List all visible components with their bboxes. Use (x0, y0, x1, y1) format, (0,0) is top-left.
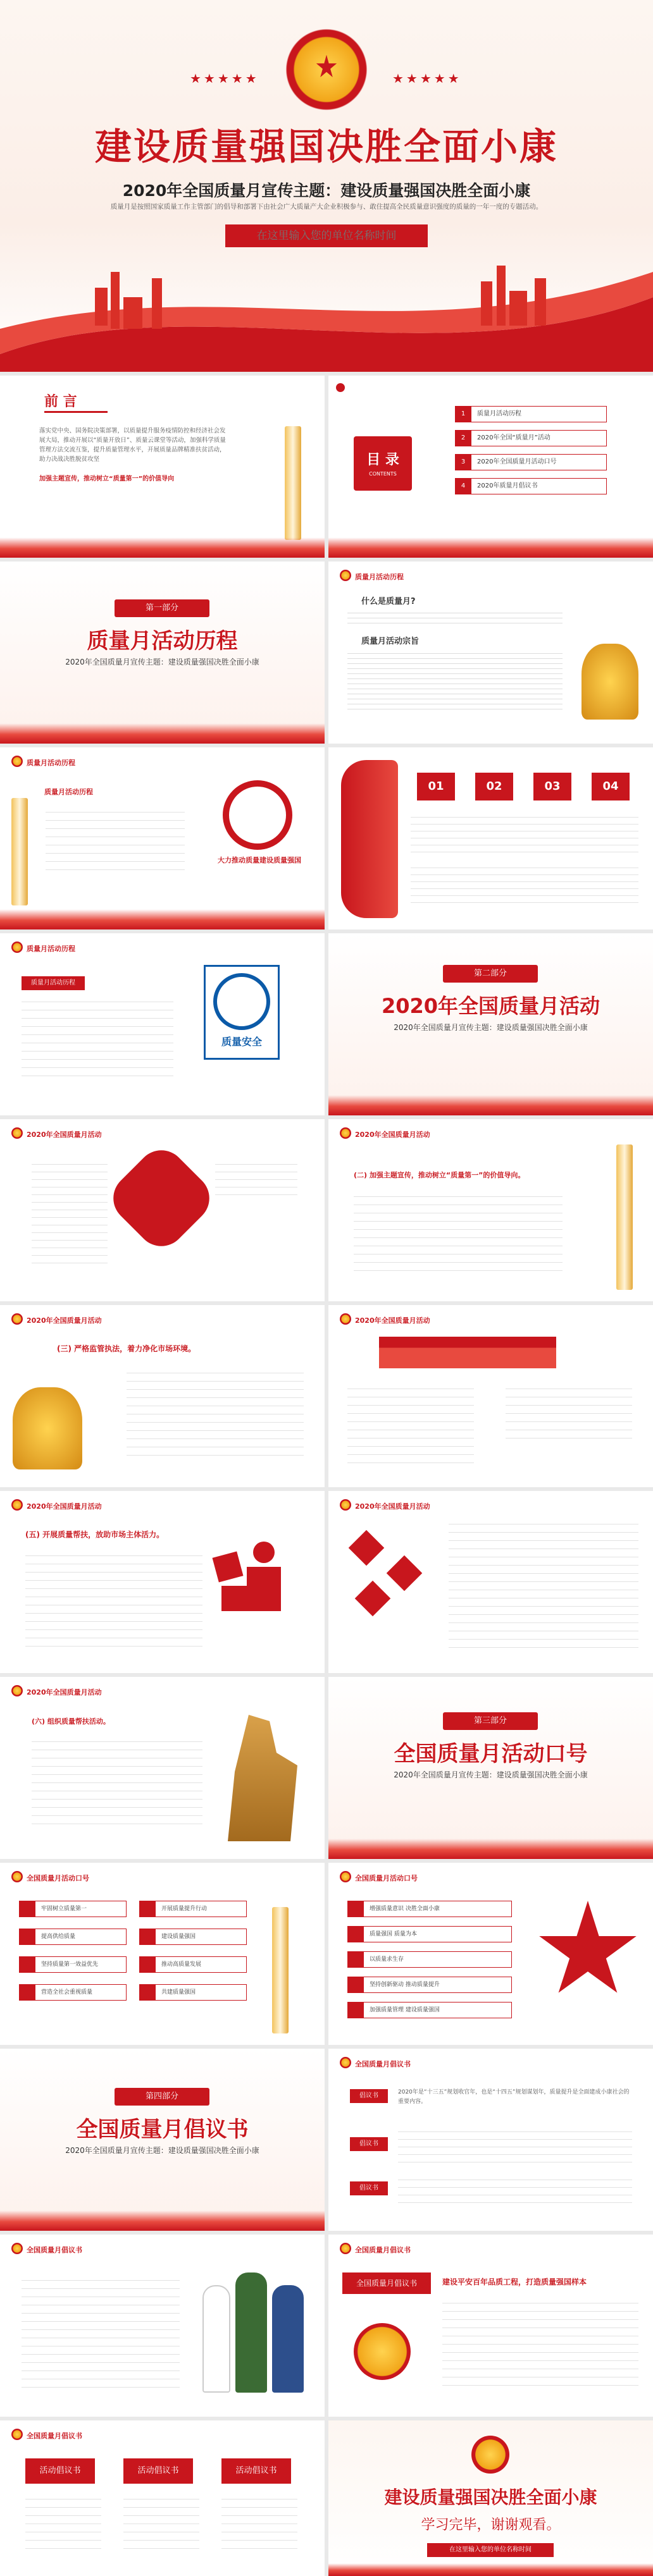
slogan-text: 开展质量提升行动 (161, 1906, 208, 1912)
party-emblem-icon (285, 28, 368, 111)
question-2: 质量月活动宗旨 (361, 637, 420, 646)
activity-slide-2 (328, 1119, 653, 1301)
activity-text-left (347, 1381, 474, 1463)
hero-description: 质量月是按照国家质量工作主管部门的倡导和部署下由社会广大质量产大企业积极参与、敢住提高全民质量意识强度的质量的一年一度的专题活动。 (110, 203, 543, 211)
proposal-slide-3 (328, 2235, 653, 2417)
foreword-title: 前 言 (44, 394, 77, 410)
bottom-band (328, 1095, 653, 1115)
activity-body (127, 1365, 304, 1460)
ending-title: 建设质量强国决胜全面小康 (384, 2487, 597, 2508)
toc-item[interactable] (455, 454, 607, 470)
slogan-text: 加强质量管理 建设质量强国 (370, 2007, 440, 2013)
ending-slide (328, 2420, 653, 2576)
what-is-slide (328, 561, 653, 744)
activity-slide-4 (328, 1305, 653, 1487)
slide-head: 2020年全国质量月活动 (340, 1501, 430, 1511)
toc-slide (328, 376, 653, 558)
toc-box (354, 436, 412, 491)
slogan-item (347, 1951, 512, 1968)
slogan-item (347, 2002, 512, 2018)
lion-statue-icon (13, 1387, 82, 1469)
slogan-bullet (139, 1984, 156, 2001)
toc-sub: CONTENTS (369, 471, 397, 477)
puzzle-icon (354, 1535, 423, 1617)
huabiao-pillar-icon (285, 426, 301, 540)
toc-item-number: 3 (455, 454, 471, 470)
slide-head: 全国质量月倡议书 (340, 2245, 411, 2255)
slide-head: 全国质量月活动口号 (340, 1873, 418, 1883)
part3-title: 全国质量月活动口号 (394, 1741, 588, 1767)
slogan-text: 提高供给质量 (41, 1934, 76, 1940)
part1-slide (0, 561, 325, 744)
toc-item-label: 2020年全国质量月活动口号 (477, 458, 557, 465)
uniformed-figures-icon (196, 2272, 310, 2399)
slide-head: 2020年全国质量月活动 (340, 1129, 430, 1139)
part2-sub: 2020年全国质量月宣传主题：建设质量强国决胜全面小康 (394, 1023, 588, 1032)
slogan-item (139, 1901, 247, 1917)
star-emblem-icon (537, 1901, 638, 2002)
activity-label-1: 活动倡议书 (25, 2458, 95, 2484)
slogan-item (347, 1901, 512, 1917)
activity-text-right (506, 1381, 632, 1444)
slogan-text: 以质量求生存 (370, 1956, 404, 1963)
quality-logo-icon (223, 780, 292, 850)
proposal-slide-4 (0, 2420, 325, 2576)
history-text-1 (411, 811, 638, 855)
history-slide-2 (328, 747, 653, 929)
history-box-title: 质量月活动历程 (22, 976, 85, 990)
foreword-underline (44, 411, 108, 413)
history-body (46, 804, 185, 874)
part1-sub: 2020年全国质量月宣传主题：建设质量强国决胜全面小康 (65, 658, 259, 666)
bottom-band (328, 2563, 653, 2576)
logo-caption: 大力推动质量建设质量强国 (218, 856, 301, 864)
activity-slide-7 (0, 1677, 325, 1859)
slide-head: 全国质量月活动口号 (11, 1873, 89, 1883)
lion-statue-icon (581, 644, 638, 720)
slide-head: 质量月活动历程 (11, 943, 75, 954)
proposal-slide-2 (0, 2235, 325, 2417)
activity-sub: (三) 严格监管执法，着力净化市场环境。 (57, 1344, 196, 1353)
proposal-label-1: 倡议书 (350, 2089, 388, 2103)
part1-badge: 第一部分 (115, 599, 209, 617)
history-slide-1 (0, 747, 325, 929)
activity-body (354, 1189, 563, 1271)
slogan-item (139, 1956, 247, 1973)
proposal-body (442, 2295, 638, 2390)
slide-head: 2020年全国质量月活动 (11, 1687, 102, 1697)
activity-text-right (215, 1157, 297, 1201)
toc-emblem-icon (336, 383, 345, 392)
box-figure-icon (215, 1542, 291, 1636)
activity-slide-6 (328, 1491, 653, 1673)
toc-item-label: 2020年质量月倡议书 (477, 482, 538, 489)
slogan-bullet (347, 1926, 364, 1942)
slogan-item (139, 1929, 247, 1945)
history-box-body (22, 994, 173, 1083)
toc-item-label: 2020年全国“质量月”活动 (477, 434, 550, 441)
part2-slide (328, 933, 653, 1115)
slogan-item (19, 1956, 127, 1973)
slide-head: 2020年全国质量月活动 (11, 1129, 102, 1139)
foreword-slide (0, 376, 325, 558)
activity-sub: (二) 加强主题宣传，推动树立“质量第一”的价值导向。 (354, 1171, 525, 1179)
history-number-box: 01 (417, 773, 455, 800)
bottom-band (328, 1839, 653, 1859)
question-1: 什么是质量月? (361, 597, 416, 606)
slogan-text: 质量强国 质量为本 (370, 1931, 417, 1937)
toc-item-number: 4 (455, 478, 471, 494)
slogan-bullet (139, 1901, 156, 1917)
slogan-item (19, 1929, 127, 1945)
slogan-bullet (347, 1901, 364, 1917)
activity-body-2 (123, 2491, 199, 2555)
foreword-body: 落实党中央、国务院决策部署，以质量提升服务疫情防控和经济社会发展大局，推动开展以“质量开放日”、质量云课堂等活动，加强科学质量管理方法交流互鉴，提升质量管理水平，开展质量品牌精准扶贫活动，助力决战决胜脱贫攻坚 (39, 427, 226, 463)
slogan-text: 建设质量强国 (161, 1934, 196, 1940)
part4-title: 全国质量月倡议书 (76, 2117, 249, 2142)
huabiao-pillar-icon (11, 798, 28, 905)
activity-body (449, 1516, 638, 1649)
part3-sub: 2020年全国质量月宣传主题：建设质量强国决胜全面小康 (394, 1770, 588, 1779)
bottom-band (0, 537, 325, 558)
slogan-bullet (347, 2002, 364, 2018)
part4-slide (0, 2049, 325, 2231)
slogan-slide-2 (328, 1863, 653, 2045)
slogan-text: 推动高质量发展 (161, 1961, 202, 1968)
part2-badge: 第二部分 (443, 965, 538, 983)
knot-logo-icon (103, 1140, 220, 1256)
history-sub: 质量月活动历程 (44, 788, 93, 796)
proposal-badge: 全国质量月倡议书 (342, 2272, 431, 2294)
slogan-text: 增强质量意识 决胜全面小康 (370, 1906, 440, 1912)
slogan-bullet (19, 1956, 35, 1973)
proposal-label-3: 倡议书 (350, 2181, 388, 2195)
qs-logo-text: 质量安全 (221, 1036, 262, 1048)
bottom-band (0, 2211, 325, 2231)
hero-subtitle: 2020年全国质量月宣传主题：建设质量强国决胜全面小康 (122, 181, 531, 200)
history-number-box: 02 (475, 773, 513, 800)
part4-badge: 第四部分 (115, 2088, 209, 2106)
slogan-text: 营造全社会重视质量 (41, 1989, 93, 1996)
history-slide-3 (0, 933, 325, 1115)
activity-text-left (32, 1157, 108, 1265)
proposal-label-2: 倡议书 (350, 2137, 388, 2151)
activity-body-3 (221, 2491, 297, 2555)
foreword-highlight: 加强主题宣传，推动树立“质量第一”的价值导向 (39, 475, 175, 482)
slide-head: 质量月活动历程 (11, 757, 75, 768)
hammer-sickle-icon (354, 2323, 411, 2380)
qs-logo-icon (204, 965, 280, 1060)
ending-emblem-icon (471, 2436, 509, 2474)
slogan-item (19, 1984, 127, 2001)
activity-slide-1 (0, 1119, 325, 1301)
slide-head: 质量月活动历程 (340, 572, 404, 582)
toc-item-number: 1 (455, 406, 471, 422)
slogan-text: 共建质量强国 (161, 1989, 196, 1996)
proposal-para-1: 2020年是“十三五”规划收官年，也是“十四五”规划谋划年，质量提升是全面建成小康社会的重要内容。 (398, 2089, 630, 2105)
activity-sub: (六) 组织质量帮扶活动。 (32, 1717, 110, 1726)
part1-title: 质量月活动历程 (87, 629, 238, 654)
bottom-band (328, 537, 653, 558)
stars-left: ★★★★★ (190, 71, 259, 86)
slogan-bullet (19, 1901, 35, 1917)
part3-badge: 第三部分 (443, 1712, 538, 1730)
proposal-para-3 (398, 2173, 632, 2204)
slogan-bullet (347, 1951, 364, 1968)
slogan-bullet (19, 1984, 35, 2001)
toc-item-number: 2 (455, 430, 471, 446)
question-1-body (347, 608, 563, 627)
slogan-item (139, 1984, 247, 2001)
stars-right: ★★★★★ (392, 71, 462, 86)
huabiao-pillar-icon (616, 1144, 633, 1290)
slogan-item (347, 1977, 512, 1993)
slide-head: 全国质量月倡议书 (11, 2245, 82, 2255)
monument-icon (228, 1715, 297, 1841)
hero-slide (0, 0, 653, 372)
activity-body-1 (25, 2491, 101, 2555)
part4-sub: 2020年全国质量月宣传主题：建设质量强国决胜全面小康 (65, 2146, 259, 2155)
activity-body (25, 1548, 202, 1649)
slogan-slide-1 (0, 1863, 325, 2045)
ending-sub: 学习完毕，谢谢观看。 (421, 2517, 561, 2533)
bottom-band (0, 909, 325, 929)
activity-label-3: 活动倡议书 (221, 2458, 291, 2484)
proposal-para-2 (398, 2125, 632, 2162)
slogan-text: 坚持质量第一效益优先 (41, 1961, 99, 1968)
slogan-text: 牢固树立质量第一 (41, 1906, 87, 1912)
part3-slide (328, 1677, 653, 1859)
hero-title: 建设质量强国决胜全面小康 (94, 125, 558, 168)
slide-head: 全国质量月倡议书 (340, 2059, 411, 2069)
bottom-band (0, 723, 325, 744)
activity-label-2: 活动倡议书 (123, 2458, 193, 2484)
slogan-item (347, 1926, 512, 1942)
huabiao-pillar-icon (272, 1907, 289, 2033)
activity-slide-3 (0, 1305, 325, 1487)
slogan-bullet (139, 1929, 156, 1945)
history-number-box: 04 (592, 773, 630, 800)
activity-slide-5 (0, 1491, 325, 1673)
slogan-item (19, 1901, 127, 1917)
toc-item[interactable] (455, 430, 607, 446)
unit-name-input[interactable] (225, 224, 428, 247)
activity-body (32, 1734, 202, 1829)
ribbon-pillar-icon (341, 760, 398, 918)
proposal-slide-1 (328, 2049, 653, 2231)
proposal-body (22, 2272, 180, 2393)
slogan-bullet (19, 1929, 35, 1945)
slide-head: 2020年全国质量月活动 (340, 1315, 430, 1325)
history-number-box: 03 (533, 773, 571, 800)
toc-item[interactable] (455, 406, 607, 422)
toc-item-label: 质量月活动历程 (477, 410, 521, 417)
slogan-text: 坚持创新驱动 推动质量提升 (370, 1982, 440, 1988)
toc-label: 目 录 (366, 452, 399, 468)
slide-head: 2020年全国质量月活动 (11, 1501, 102, 1511)
slogan-bullet (347, 1977, 364, 1993)
proposal-title: 建设平安百年品质工程，打造质量强国样本 (442, 2278, 587, 2286)
slide-head: 2020年全国质量月活动 (11, 1315, 102, 1325)
slide-head: 全国质量月倡议书 (11, 2431, 82, 2441)
toc-item[interactable] (455, 478, 607, 494)
tiananmen-icon (379, 1337, 556, 1368)
ending-unit-input[interactable]: 在这里输入您的单位名称时间 (427, 2543, 554, 2557)
slogan-bullet (139, 1956, 156, 1973)
question-2-body (347, 649, 563, 709)
activity-sub: (五) 开展质量帮扶，放助市场主体活力。 (25, 1530, 165, 1539)
part2-title: 2020年全国质量月活动 (381, 994, 600, 1018)
history-text-2 (411, 861, 638, 905)
